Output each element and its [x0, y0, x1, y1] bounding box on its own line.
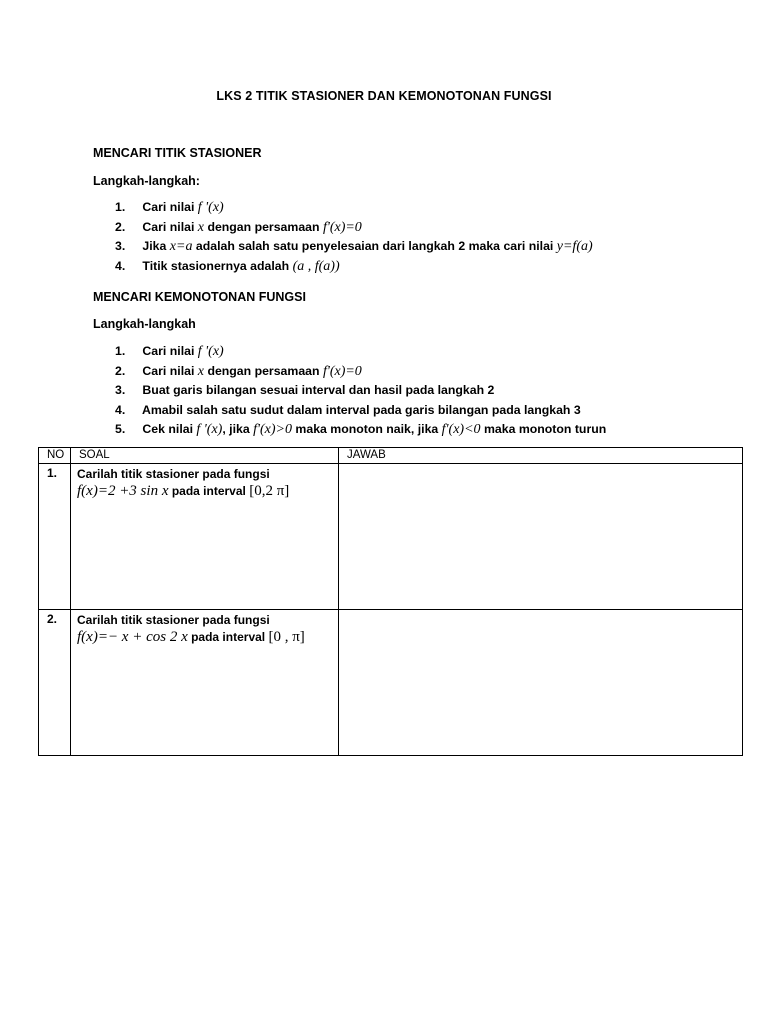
list-item: 3. Buat garis bilangan sesuai interval dan hasil pada langkah 2 — [115, 383, 495, 397]
table-row — [39, 464, 743, 610]
question-text: Carilah titik stasioner pada fungsi — [77, 467, 270, 481]
question-cell — [71, 464, 339, 610]
question-formula: f(x)=2 +3 sin x pada interval [0,2 π] — [77, 483, 290, 499]
table-row — [39, 610, 743, 756]
header-soal: SOAL — [71, 448, 339, 464]
steps-label-kemonotonan: Langkah-langkah — [93, 317, 196, 331]
steps-list-kemonotonan — [93, 342, 606, 440]
section-heading-kemonotonan: MENCARI KEMONOTONAN FUNGSI — [93, 290, 306, 304]
list-item: 5. Cek nilai f '(x), jika f'(x)>0 maka monoton naik, jika f'(x)<0 maka monoton turun — [115, 422, 607, 437]
steps-label-stasioner: Langkah-langkah: — [93, 174, 200, 188]
question-formula: f(x)=− x + cos 2 x pada interval [0 , π] — [77, 629, 305, 645]
list-item: 3. Jika x=a adalah salah satu penyelesaian dari langkah 2 maka cari nilai y=f(a) — [115, 239, 593, 254]
list-item: 2. Cari nilai x dengan persamaan f'(x)=0 — [115, 363, 362, 379]
section-heading-stasioner: MENCARI TITIK STASIONER — [93, 146, 262, 160]
answer-cell[interactable] — [339, 610, 743, 756]
page-title: LKS 2 TITIK STASIONER DAN KEMONOTONAN FUNGSI — [216, 89, 552, 103]
list-item: 4. Titik stasionernya adalah (a , f(a)) — [115, 258, 340, 274]
header-no: NO — [39, 448, 71, 464]
answer-cell[interactable] — [339, 464, 743, 610]
table-header-row — [39, 448, 743, 464]
question-cell — [71, 610, 339, 756]
list-item: 4. Amabil salah satu sudut dalam interval pada garis bilangan pada langkah 3 — [115, 402, 581, 417]
question-text: Carilah titik stasioner pada fungsi — [77, 613, 270, 627]
list-item: 2. Cari nilai x dengan persamaan f'(x)=0 — [115, 219, 362, 235]
row-number: 2. — [39, 610, 71, 756]
list-item: 1. Cari nilai f '(x) — [115, 200, 224, 215]
steps-list-stasioner — [93, 198, 593, 276]
header-jawab: JAWAB — [339, 448, 743, 464]
list-item: 1. Cari nilai f '(x) — [115, 344, 224, 359]
worksheet-table — [38, 447, 743, 756]
row-number: 1. — [39, 464, 71, 610]
